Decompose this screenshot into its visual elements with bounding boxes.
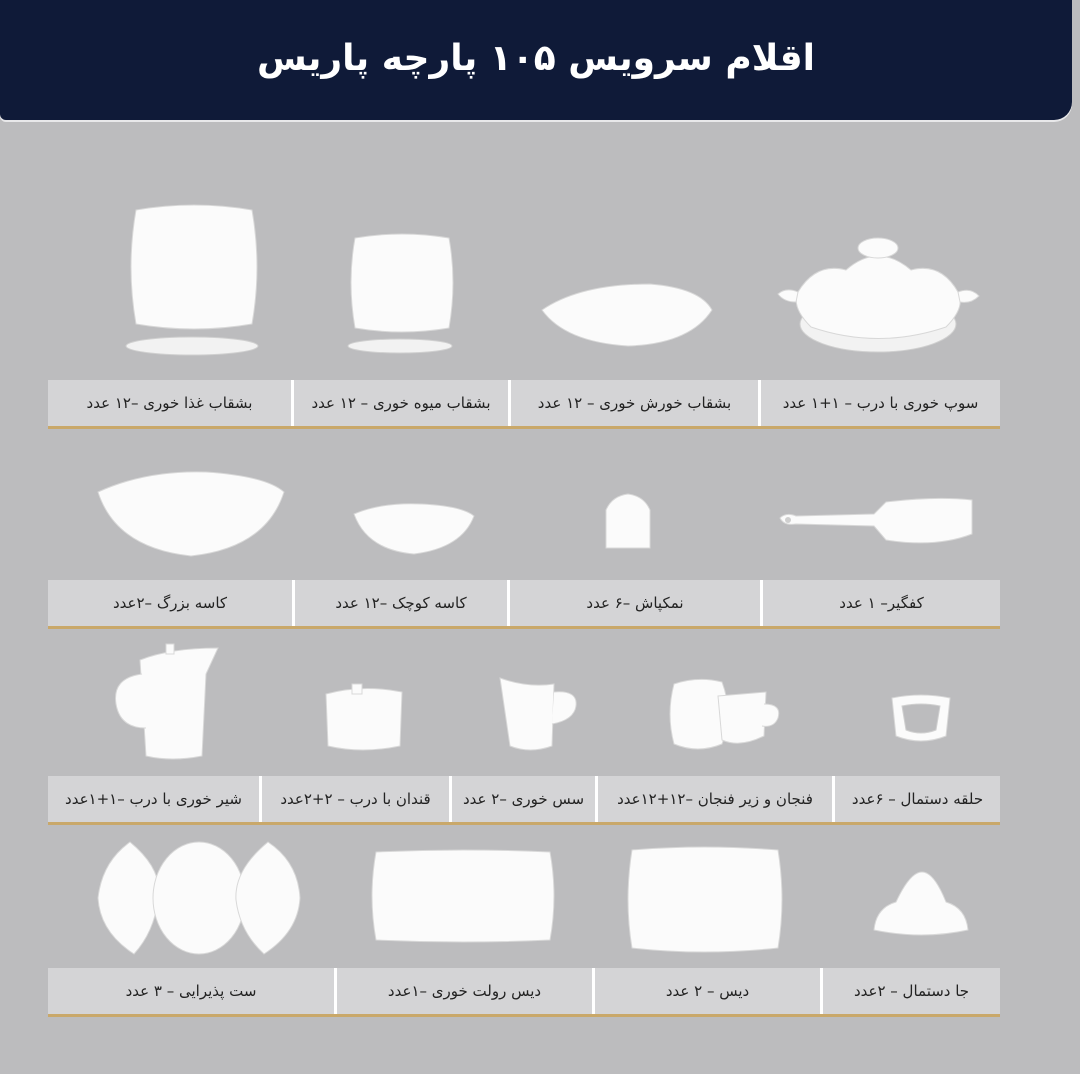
list-item: کاسه بزرگ –۲عدد xyxy=(112,594,228,612)
list-item: حلقه دستمال – ۶عدد xyxy=(832,776,1000,822)
platter-icon xyxy=(624,844,786,956)
roll-platter-icon xyxy=(368,848,558,944)
napkin-ring-icon xyxy=(886,692,956,746)
soup-tureen-icon xyxy=(776,232,981,357)
list-item: بشقاب میوه خوری – ۱۲ عدد xyxy=(291,380,508,426)
page-title: اقلام سرویس ۱۰۵ پارچه پاریس xyxy=(257,37,815,79)
row-2-labels xyxy=(48,580,1000,629)
milk-jug-icon xyxy=(110,644,222,762)
napkin-holder-icon xyxy=(870,868,972,940)
row-4-labels xyxy=(48,968,1000,1017)
sugar-bowl-icon xyxy=(322,682,406,754)
serving-set-icon xyxy=(96,840,302,956)
cup-saucer-icon xyxy=(668,674,784,754)
list-item: بشقاب خورش خوری – ۱۲ عدد xyxy=(508,380,758,426)
fruit-plate-icon xyxy=(345,230,460,356)
salt-shaker-icon xyxy=(602,492,654,550)
list-item: جا دستمال – ۲عدد xyxy=(820,968,1000,1014)
server-spatula-icon xyxy=(776,494,976,552)
row-3-labels xyxy=(48,776,1000,825)
list-item: سوپ خوری با درب – ۱+۱ عدد xyxy=(758,380,1000,426)
list-item: بشقاب غذا خوری –۱۲ عدد xyxy=(86,394,253,412)
small-bowl-icon xyxy=(352,500,476,556)
list-item: دیس – ۲ عدد xyxy=(592,968,820,1014)
list-item: کاسه کوچک –۱۲ عدد xyxy=(292,580,507,626)
stew-plate-icon xyxy=(540,282,715,348)
list-item: نمکپاش –۶ عدد xyxy=(507,580,760,626)
large-bowl-icon xyxy=(96,468,286,558)
list-item: ست پذیرایی – ۳ عدد xyxy=(125,982,257,1000)
list-item: کفگیر– ۱ عدد xyxy=(760,580,1000,626)
list-item: شیر خوری با درب –۱+۱عدد xyxy=(65,790,242,808)
sauce-boat-icon xyxy=(498,674,582,754)
list-item: سس خوری –۲ عدد xyxy=(449,776,595,822)
row-1-labels xyxy=(48,380,1000,429)
list-item: قندان با درب – ۲+۲عدد xyxy=(259,776,449,822)
page-header xyxy=(0,0,1072,120)
list-item: فنجان و زیر فنجان –۱۲+۱۲عدد xyxy=(595,776,832,822)
dinner-plate-icon xyxy=(124,202,264,358)
list-item: دیس رولت خوری –۱عدد xyxy=(334,968,592,1014)
